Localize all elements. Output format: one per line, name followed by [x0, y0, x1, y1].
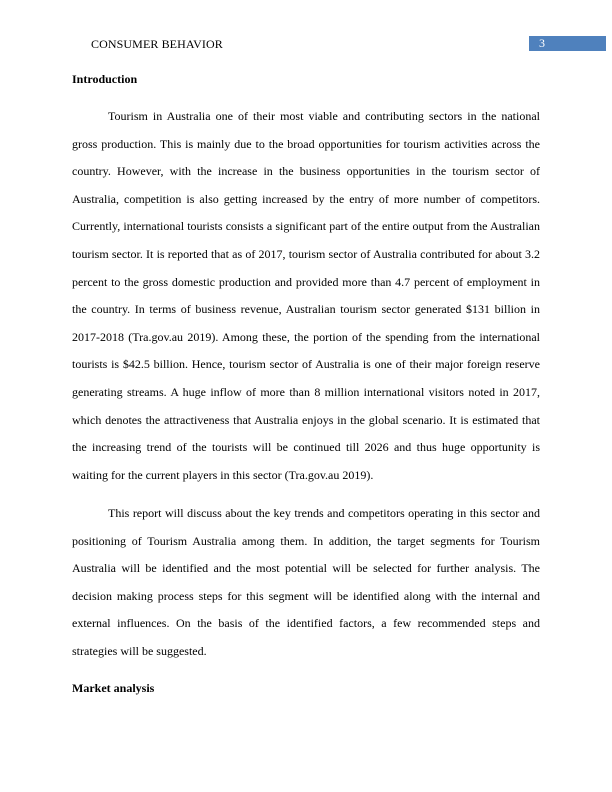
- page-number-box: [529, 36, 606, 51]
- page-number: 3: [539, 36, 545, 50]
- paragraph-introduction: Tourism in Australia one of their most viable and contributing sectors in the national gross production. This is mainly due to the broad opportunities for tourism activities across the country. However, with the increase in the business opportunities in the tourism sector of Australia, competition is also getting increased by the entry of more number of competitors. Currently, international tourists consists a significant part of the entire output from the Australian tourism sector. It is reported that as of 2017, tourism sector of Australia contributed for about 3.2 percent to the gross domestic production and provided more than 4.7 percent of employment in the country. In terms of business revenue, Australian tourism sector generated $131 billion in 2017-2018 (Tra.gov.au 2019). Among these, the portion of the spending from the international tourists is $42.5 billion. Hence, tourism sector of Australia is one of their major foreign reserve generating streams. A huge inflow of more than 8 million international visitors noted in 2017, which denotes the attractiveness that Australia enjoys in the global scenario. It is estimated that the increasing trend of the tourists will be continued till 2026 and thus huge opportunity is waiting for the current players in this sector (Tra.gov.au 2019).: [72, 109, 540, 482]
- running-head: CONSUMER BEHAVIOR: [91, 37, 223, 51]
- market-analysis-heading: Market analysis: [72, 681, 155, 695]
- introduction-heading: Introduction: [72, 72, 138, 86]
- paragraph-report-scope: This report will discuss about the key trends and competitors operating in this sector and positioning of Tourism Australia among them. In addition, the target segments for Tourism Australia will be identified and the most potential will be selected for further analysis. The decision making process steps for this segment will be identified along with the internal and external influences. On the basis of the identified factors, a few recommended steps and strategies will be suggested.: [72, 506, 540, 658]
